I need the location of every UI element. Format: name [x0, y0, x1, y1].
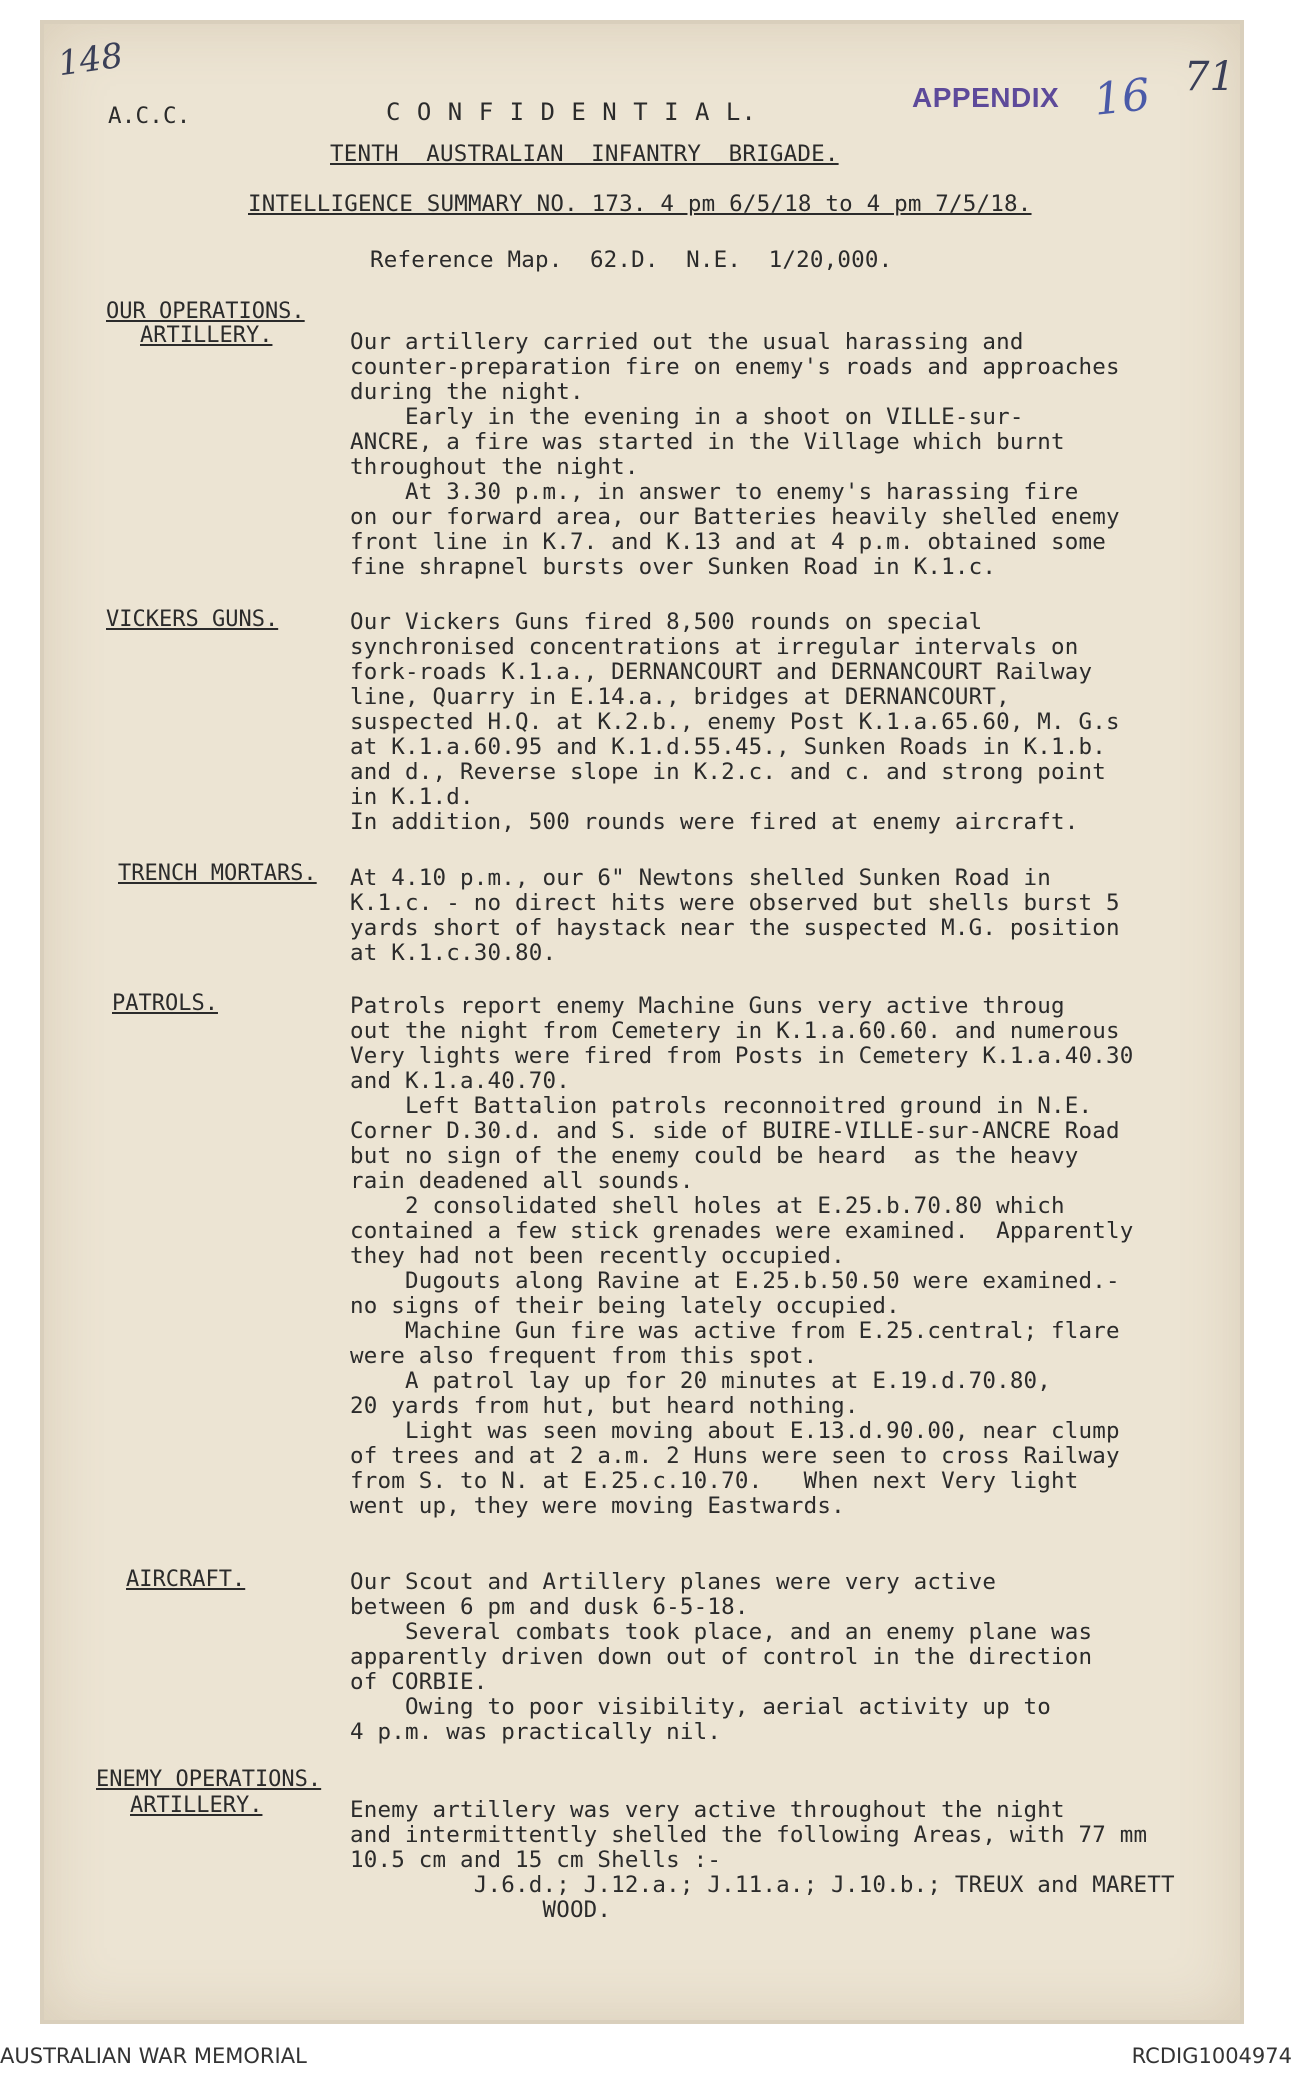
- document-sheet: [44, 24, 1240, 2020]
- aircraft-text: Our Scout and Artillery planes were very active between 6 pm and dusk 6-5-18. Several combats took place, and an enemy plane was apparently driven down out of control in the direction of CORBIE. Owing to poor visibility, aerial activity up to 4 p.m. was practically nil.: [350, 1569, 1093, 1745]
- reference-map: Reference Map. 62.D. N.E. 1/20,000.: [370, 247, 893, 273]
- trench-mortars-heading: TRENCH MORTARS.: [118, 861, 317, 886]
- footer-record-id: RCDIG1004974: [1131, 2044, 1292, 2068]
- confidential-title: C O N F I D E N T I A L.: [386, 98, 757, 126]
- page-number-left: 148: [55, 35, 126, 85]
- enemy-artillery-heading: ARTILLERY.: [130, 1793, 263, 1818]
- artillery-heading: ARTILLERY.: [140, 323, 273, 348]
- brigade-title: TENTH AUSTRALIAN INFANTRY BRIGADE.: [330, 141, 839, 167]
- document-code: A.C.C.: [108, 103, 191, 129]
- our-operations-heading: OUR OPERATIONS.: [106, 299, 305, 324]
- summary-title: INTELLIGENCE SUMMARY NO. 173. 4 pm 6/5/18 to 4 pm 7/5/18.: [248, 191, 1032, 217]
- patrols-text: Patrols report enemy Machine Guns very active throug out the night from Cemetery in K.1.a.60.60. and numerous Very lights were fired from Posts in Cemetery K.1.a.40.30 and K.1.a.40.70. Left Battalion patrols reconnoitred ground in N.E. Corner D.30.d. and S. side of BUIRE-VILLE-sur-ANCRE Road but no sign of the enemy could be heard as the heavy rain deadened all sounds. 2 consolidated shell holes at E.25.b.70.80 which contained a few stick grenades were examined. Apparently they had not been recently occupied. Dugouts along Ravine at E.25.b.50.50 were examined.- no signs of their being lately occupied. Machine Gun fire was active from E.25.central; flare were also frequent from this spot. A patrol lay up for 20 minutes at E.19.d.70.80, 20 yards from hut, but heard nothing. Light was seen moving about E.13.d.90.00, near clump of trees and at 2 a.m. 2 Huns were seen to cross Railway from S. to N. at E.25.c.10.70. When next Very light went up, they were moving Eastwards.: [350, 993, 1134, 1519]
- artillery-text: Our artillery carried out the usual harassing and counter-preparation fire on enemy's roads and approaches during the night. Early in the evening in a shoot on VILLE-sur- ANCRE, a fire was started in the Village which burnt throughout the night. At 3.30 p.m., in answer to enemy's harassing fire on our forward area, our Batteries heavily shelled enemy front line in K.7. and K.13 and at 4 p.m. obtained some fine shrapnel bursts over Sunken Road in K.1.c.: [350, 329, 1120, 580]
- appendix-stamp: APPENDIX: [912, 82, 1060, 113]
- aircraft-heading: AIRCRAFT.: [126, 1567, 246, 1592]
- page-number-right: 71: [1184, 54, 1235, 100]
- appendix-number: 16: [1091, 69, 1153, 126]
- footer-archive-name: AUSTRALIAN WAR MEMORIAL: [0, 2044, 307, 2068]
- patrols-heading: PATROLS.: [112, 991, 218, 1016]
- vickers-heading: VICKERS GUNS.: [106, 607, 279, 632]
- enemy-operations-heading: ENEMY OPERATIONS.: [96, 1767, 322, 1792]
- vickers-text: Our Vickers Guns fired 8,500 rounds on special synchronised concentrations at irregular intervals on fork-roads K.1.a., DERNANCOURT and DERNANCOURT Railway line, Quarry in E.14.a., bridges at DERNANCOURT, suspected H.Q. at K.2.b., enemy Post K.1.a.65.60, M. G.s at K.1.a.60.95 and K.1.d.55.45., Sunken Roads in K.1.b. and d., Reverse slope in K.2.c. and c. and strong point in K.1.d. In addition, 500 rounds were fired at enemy aircraft.: [350, 609, 1120, 835]
- enemy-artillery-text: Enemy artillery was very active throughout the night and intermittently shelled the following Areas, with 77 mm 10.5 cm and 15 cm Shells :- J.6.d.; J.12.a.; J.11.a.; J.10.b.; TREUX and MARETT WOOD.: [350, 1797, 1175, 1923]
- trench-mortars-text: At 4.10 p.m., our 6" Newtons shelled Sunken Road in K.1.c. - no direct hits were observed but shells burst 5 yards short of haystack near the suspected M.G. position at K.1.c.30.80.: [350, 865, 1120, 966]
